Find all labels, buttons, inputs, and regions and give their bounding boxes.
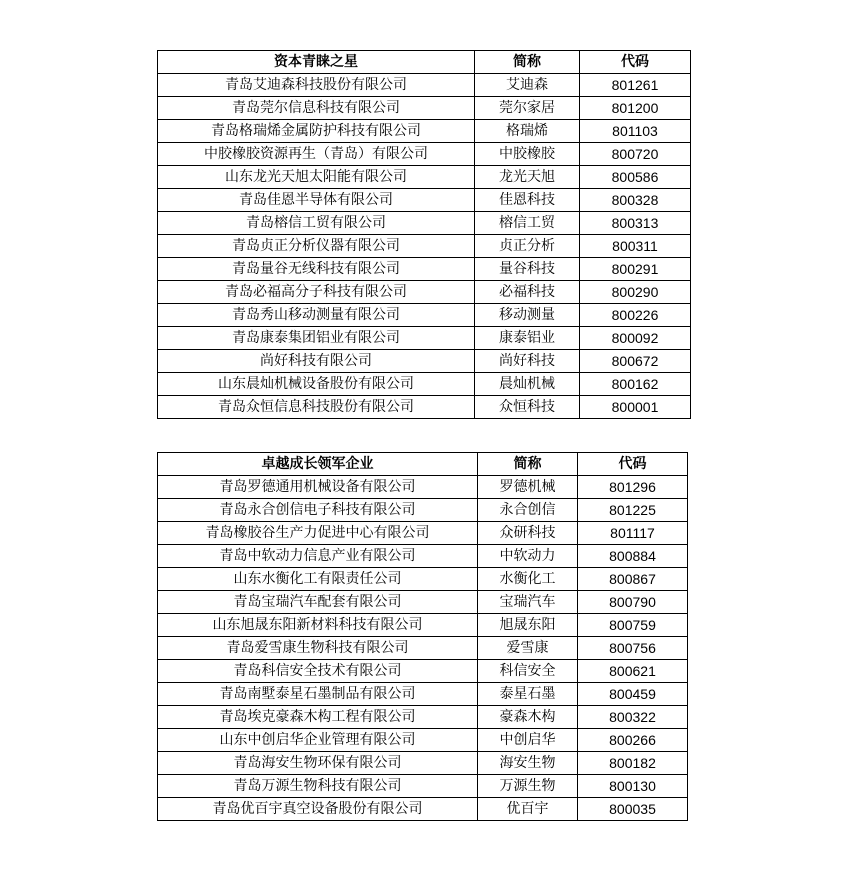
code-header: 代码 — [580, 51, 691, 74]
stock-code-cell: 800328 — [580, 189, 691, 212]
table-row — [158, 660, 688, 683]
company-name-cell: 青岛橡胶谷生产力促进中心有限公司 — [158, 522, 478, 545]
abbreviation-cell: 龙光天旭 — [475, 166, 580, 189]
abbreviation-cell: 泰星石墨 — [478, 683, 578, 706]
stock-code-cell: 800291 — [580, 258, 691, 281]
abbreviation-cell: 中胶橡胶 — [475, 143, 580, 166]
stock-code-cell: 801200 — [580, 97, 691, 120]
table-row — [158, 97, 691, 120]
abbreviation-cell: 量谷科技 — [475, 258, 580, 281]
stock-code-cell: 800621 — [578, 660, 688, 683]
stock-code-cell: 800790 — [578, 591, 688, 614]
stock-code-cell: 800672 — [580, 350, 691, 373]
company-name-cell: 青岛科信安全技术有限公司 — [158, 660, 478, 683]
table-row — [158, 258, 691, 281]
stock-code-cell: 800311 — [580, 235, 691, 258]
table-row — [158, 522, 688, 545]
table-row — [158, 476, 688, 499]
company-name-cell: 青岛量谷无线科技有限公司 — [158, 258, 475, 281]
table-row — [158, 373, 691, 396]
company-name-cell: 青岛南墅泰星石墨制品有限公司 — [158, 683, 478, 706]
company-name-cell: 山东旭晟东阳新材料科技有限公司 — [158, 614, 478, 637]
stock-code-cell: 801225 — [578, 499, 688, 522]
stock-code-cell: 801261 — [580, 74, 691, 97]
company-name-cell: 青岛必福高分子科技有限公司 — [158, 281, 475, 304]
abbreviation-cell: 众恒科技 — [475, 396, 580, 419]
company-name-cell: 尚好科技有限公司 — [158, 350, 475, 373]
abbreviation-cell: 佳恩科技 — [475, 189, 580, 212]
stock-code-cell: 800001 — [580, 396, 691, 419]
table-row — [158, 798, 688, 821]
stock-code-cell: 800867 — [578, 568, 688, 591]
abbreviation-cell: 晨灿机械 — [475, 373, 580, 396]
table-row — [158, 752, 688, 775]
table-row — [158, 591, 688, 614]
company-name-cell: 青岛宝瑞汽车配套有限公司 — [158, 591, 478, 614]
capital-favored-stars-table — [157, 50, 691, 419]
abbreviation-cell: 爱雪康 — [478, 637, 578, 660]
company-name-cell: 青岛爱雪康生物科技有限公司 — [158, 637, 478, 660]
abbreviation-cell: 移动测量 — [475, 304, 580, 327]
abbreviation-cell: 中软动力 — [478, 545, 578, 568]
company-name-cell: 青岛艾迪森科技股份有限公司 — [158, 74, 475, 97]
company-name-cell: 青岛优百宇真空设备股份有限公司 — [158, 798, 478, 821]
company-name-cell: 青岛莞尔信息科技有限公司 — [158, 97, 475, 120]
table-row — [158, 189, 691, 212]
company-name-cell: 青岛海安生物环保有限公司 — [158, 752, 478, 775]
company-name-cell: 青岛格瑞烯金属防护科技有限公司 — [158, 120, 475, 143]
code-header: 代码 — [578, 453, 688, 476]
table-row — [158, 614, 688, 637]
company-name-header: 资本青睐之星 — [158, 51, 475, 74]
table-row — [158, 235, 691, 258]
table-row — [158, 706, 688, 729]
company-name-cell: 青岛众恒信息科技股份有限公司 — [158, 396, 475, 419]
table-row — [158, 396, 691, 419]
stock-code-cell: 800313 — [580, 212, 691, 235]
company-name-cell: 中胶橡胶资源再生（青岛）有限公司 — [158, 143, 475, 166]
company-name-cell: 青岛贞正分析仪器有限公司 — [158, 235, 475, 258]
abbreviation-cell: 永合创信 — [478, 499, 578, 522]
stock-code-cell: 800720 — [580, 143, 691, 166]
table-header-row — [158, 453, 688, 476]
abbreviation-cell: 海安生物 — [478, 752, 578, 775]
company-name-cell: 青岛永合创信电子科技有限公司 — [158, 499, 478, 522]
table-row — [158, 166, 691, 189]
stock-code-cell: 801117 — [578, 522, 688, 545]
stock-code-cell: 800322 — [578, 706, 688, 729]
table-row — [158, 637, 688, 660]
company-name-cell: 青岛万源生物科技有限公司 — [158, 775, 478, 798]
abbreviation-cell: 中创启华 — [478, 729, 578, 752]
abbreviation-cell: 罗德机械 — [478, 476, 578, 499]
abbreviation-cell: 格瑞烯 — [475, 120, 580, 143]
abbreviation-cell: 尚好科技 — [475, 350, 580, 373]
stock-code-cell: 800182 — [578, 752, 688, 775]
table-header-row — [158, 51, 691, 74]
table-row — [158, 74, 691, 97]
company-name-cell: 青岛榕信工贸有限公司 — [158, 212, 475, 235]
stock-code-cell: 800586 — [580, 166, 691, 189]
table-row — [158, 545, 688, 568]
stock-code-cell: 800290 — [580, 281, 691, 304]
stock-code-cell: 800226 — [580, 304, 691, 327]
stock-code-cell: 800884 — [578, 545, 688, 568]
company-name-cell: 青岛罗德通用机械设备有限公司 — [158, 476, 478, 499]
table-row — [158, 499, 688, 522]
abbreviation-cell: 旭晟东阳 — [478, 614, 578, 637]
abbreviation-cell: 万源生物 — [478, 775, 578, 798]
stock-code-cell: 801103 — [580, 120, 691, 143]
stock-code-cell: 800756 — [578, 637, 688, 660]
company-name-cell: 山东晨灿机械设备股份有限公司 — [158, 373, 475, 396]
company-name-cell: 青岛中软动力信息产业有限公司 — [158, 545, 478, 568]
abbreviation-cell: 必福科技 — [475, 281, 580, 304]
growth-leaders-table — [157, 452, 688, 821]
stock-code-cell: 800266 — [578, 729, 688, 752]
table-row — [158, 683, 688, 706]
table-row — [158, 350, 691, 373]
table-row — [158, 304, 691, 327]
company-name-cell: 山东水衡化工有限责任公司 — [158, 568, 478, 591]
abbreviation-cell: 宝瑞汽车 — [478, 591, 578, 614]
table-body — [158, 74, 691, 419]
table-row — [158, 212, 691, 235]
table-body — [158, 476, 688, 821]
abbreviation-cell: 榕信工贸 — [475, 212, 580, 235]
company-name-cell: 山东龙光天旭太阳能有限公司 — [158, 166, 475, 189]
table-row — [158, 143, 691, 166]
abbreviation-cell: 康泰铝业 — [475, 327, 580, 350]
abbreviation-cell: 优百宇 — [478, 798, 578, 821]
table-row — [158, 775, 688, 798]
abbreviation-cell: 豪森木构 — [478, 706, 578, 729]
company-name-cell: 青岛佳恩半导体有限公司 — [158, 189, 475, 212]
abbreviation-cell: 水衡化工 — [478, 568, 578, 591]
table-row — [158, 327, 691, 350]
stock-code-cell: 801296 — [578, 476, 688, 499]
stock-code-cell: 800130 — [578, 775, 688, 798]
stock-code-cell: 800035 — [578, 798, 688, 821]
stock-code-cell: 800459 — [578, 683, 688, 706]
abbreviation-cell: 贞正分析 — [475, 235, 580, 258]
abbreviation-header: 简称 — [478, 453, 578, 476]
abbreviation-header: 简称 — [475, 51, 580, 74]
abbreviation-cell: 莞尔家居 — [475, 97, 580, 120]
table-row — [158, 120, 691, 143]
table-row — [158, 729, 688, 752]
abbreviation-cell: 科信安全 — [478, 660, 578, 683]
abbreviation-cell: 艾迪森 — [475, 74, 580, 97]
table-row — [158, 281, 691, 304]
company-name-cell: 青岛康泰集团铝业有限公司 — [158, 327, 475, 350]
company-name-cell: 青岛秀山移动测量有限公司 — [158, 304, 475, 327]
company-name-cell: 青岛埃克豪森木构工程有限公司 — [158, 706, 478, 729]
abbreviation-cell: 众研科技 — [478, 522, 578, 545]
company-name-cell: 山东中创启华企业管理有限公司 — [158, 729, 478, 752]
stock-code-cell: 800092 — [580, 327, 691, 350]
table-row — [158, 568, 688, 591]
stock-code-cell: 800162 — [580, 373, 691, 396]
stock-code-cell: 800759 — [578, 614, 688, 637]
company-name-header: 卓越成长领军企业 — [158, 453, 478, 476]
